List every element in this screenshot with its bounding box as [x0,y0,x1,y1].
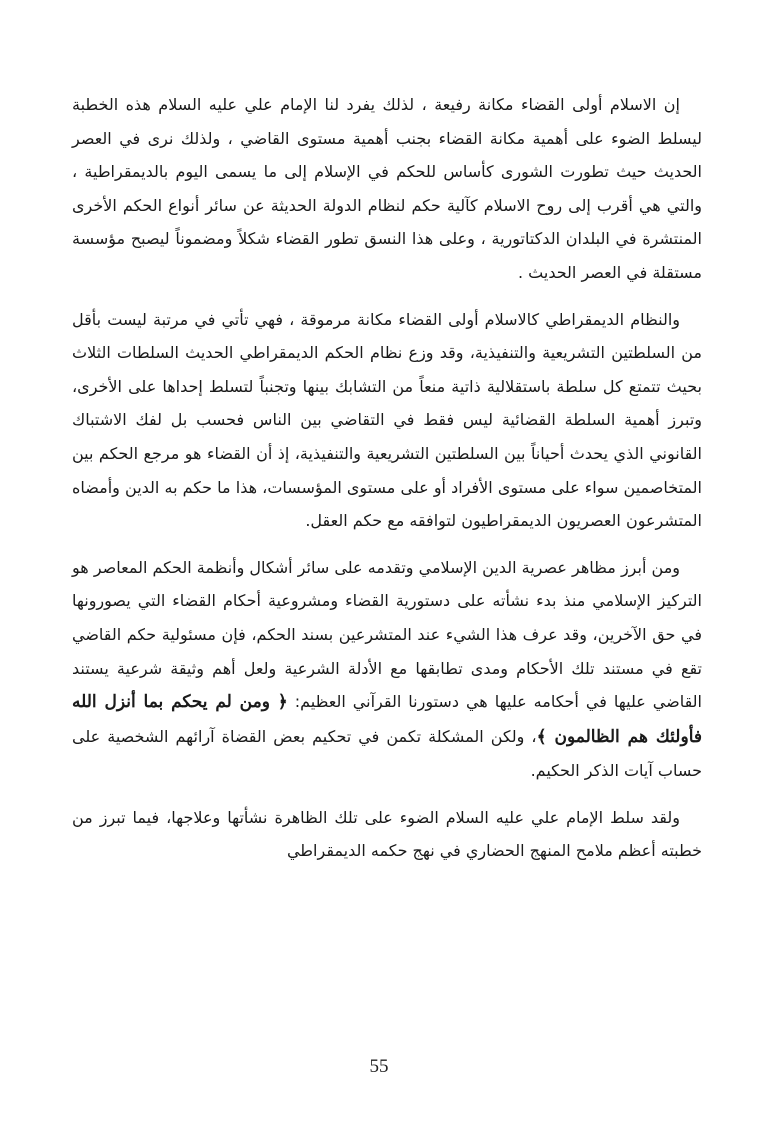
paragraph-4: ولقد سلط الإمام علي عليه السلام الضوء على تلك الظاهرة نشأتها وعلاجها، فيما تبرز من خطبته أعظم ملامح المنهج الحضاري في نهج حكمه الديمقراطي [72,807,702,861]
paragraph-3-text-before: ومن أبرز مظاهر عصرية الدين الإسلامي وتقدمه على سائر أشكال وأنظمة الحكم المعاصر هو التركيز الإسلامي منذ بدء نشأته على دستورية القضاء ومشروعية أحكام القضاء التي يصورونها في حق الآخرين، وقد عرف هذا الشيء عند المتشرعين بسند الحكم، فإن مسئولية حكم القاضي تقع في مستند تلك الأحكام ومدى تطابقها مع الأدلة الشرعية ولعل أهم وثيقة شرعية يستند القاضي عليها في أحكامه عليها هي دستورنا القرآني العظيم: [72,557,702,712]
body-text [72,88,702,881]
quran-verse: ﴿ ومن لم يحكم بما أنزل الله فأولئك هم الظالمون ﴾ [72,692,703,747]
paragraph-3-text-after: ، ولكن المشكلة تكمن في تحكيم بعض القضاة آرائهم الشخصية على حساب آيات الذكر الحكيم. [72,726,702,781]
paragraph-2: والنظام الديمقراطي كالاسلام أولى القضاء مكانة مرموقة ، فهي تأتي في مرتبة ليست بأقل من السلطتين التشريعية والتنفيذية، وقد وزع نظام الحكم الديمقراطي الحديث السلطات الثلاث بحيث تتمتع كل سلطة باستقلالية ذاتية منعاً من التشابك بينها وتجنباً لتسلط إحداها على الأخرى، وتبرز أهمية السلطة القضائية ليس فقط في التقاضي بين الناس فحسب بل لفك الاشتباك القانوني الذي يحدث أحياناً بين السلطتين التشريعية والتنفيذية، إذ أن القضاء هو مرجع الحكم بين المتخاصمين سواء على مستوى الأفراد أو على مستوى المؤسسات، هذا ما حكم به الدين وأمضاه المتشرعون العصريون الديمقراطيون لتوافقه مع حكم العقل. [72,309,702,531]
page-number: 55 [369,1056,389,1077]
paragraph-3 [72,551,702,788]
paragraph-1: إن الاسلام أولى القضاء مكانة رفيعة ، لذلك يفرد لنا الإمام علي عليه السلام هذه الخطبة ليسلط الضوء على أهمية مكانة القضاء بجنب أهمية مستوى القاضي ، ولذلك نرى في العصر الحديث حيث تطورت الشورى كأساس للحكم في الإسلام إلى ما يسمى اليوم بالديمقراطية ، والتي هي أقرب إلى روح الاسلام كآلية حكم لنظام الدولة الحديثة عن سائر أنواع الحكم الأخرى المنتشرة في البلدان الدكتاتورية ، وعلى هذا النسق تطور القضاء شكلاً ومضموناً ليصبح مؤسسة مستقلة في العصر الحديث . [72,95,702,282]
